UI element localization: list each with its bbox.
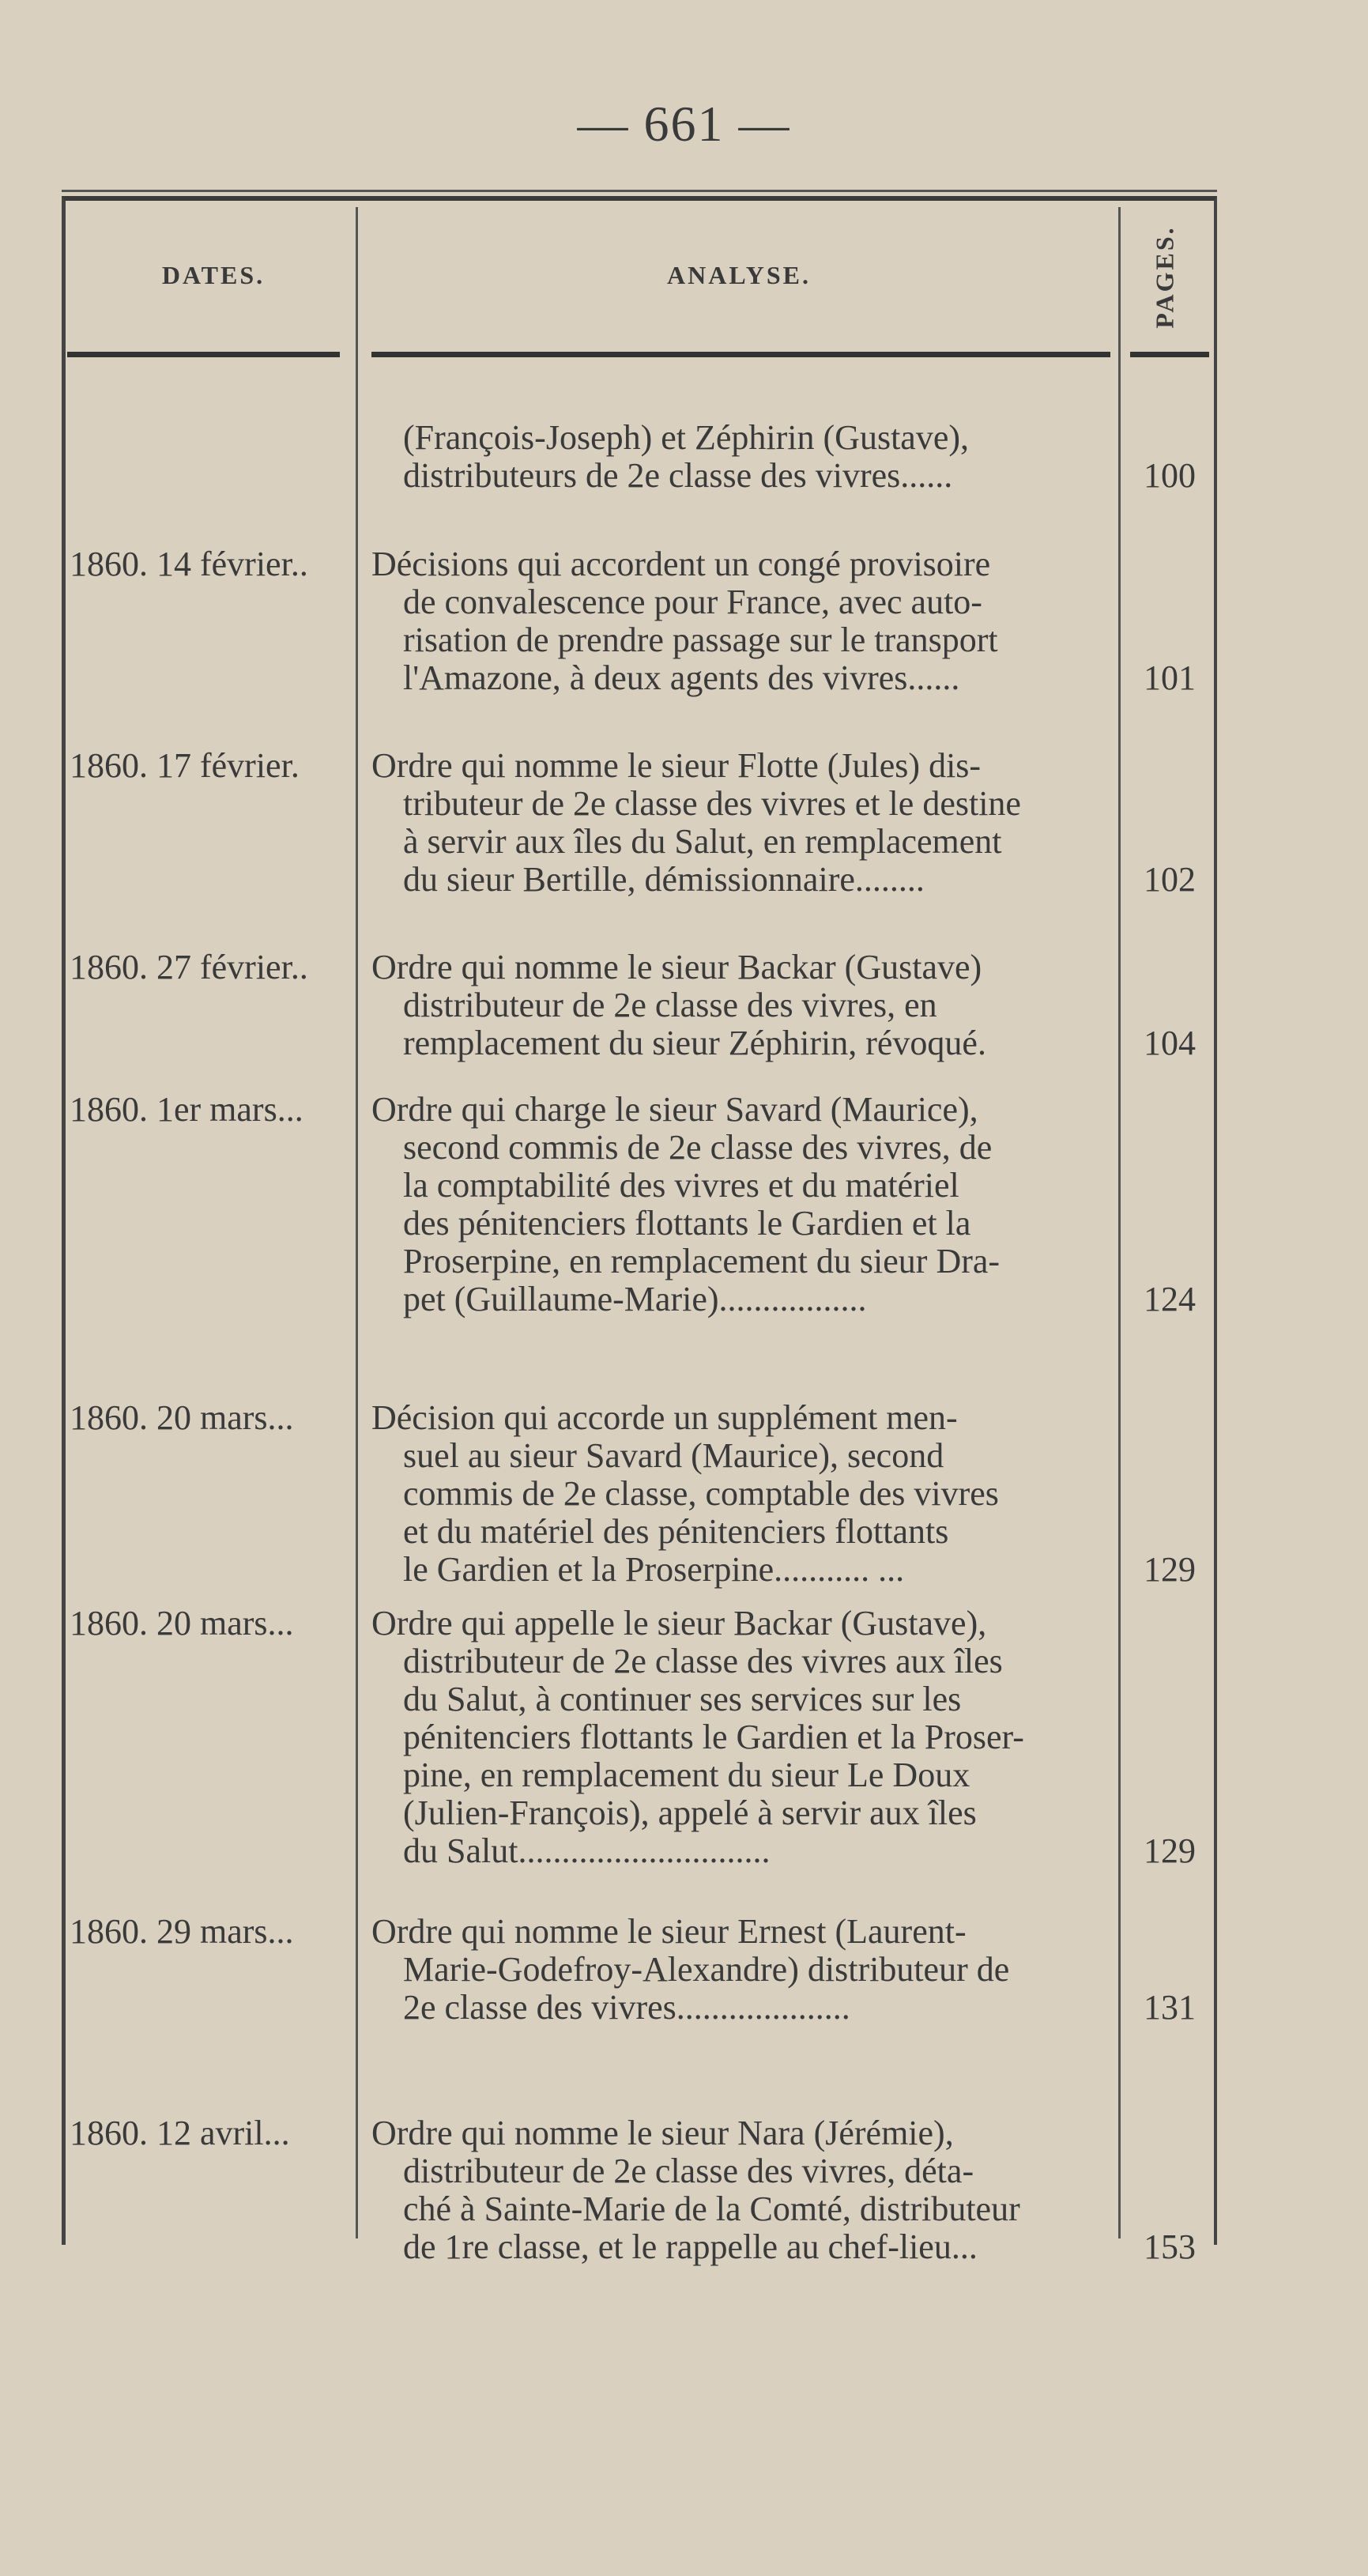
entry-date: 1860. 12 avril... bbox=[70, 2114, 290, 2152]
analyse-line: à servir aux îles du Salut, en remplacement bbox=[403, 823, 1002, 861]
entry-date: 1860. 20 mars... bbox=[70, 1398, 294, 1437]
entry-page: 102 bbox=[1144, 860, 1196, 899]
column-separator bbox=[1118, 207, 1121, 2238]
analyse-line: Ordre qui nomme le sieur Flotte (Jules) dis- bbox=[371, 747, 982, 785]
entry-analyse bbox=[371, 1605, 1110, 1870]
analyse-line: Ordre qui nomme le sieur Ernest (Laurent- bbox=[371, 1913, 967, 1951]
entry-page: 104 bbox=[1144, 1024, 1196, 1062]
entry-analyse bbox=[371, 1091, 1110, 1318]
analyse-line: du Salut............................. bbox=[403, 1832, 771, 1870]
analyse-line: (Julien-François), appelé à servir aux îles bbox=[403, 1794, 977, 1832]
analyse-line: du Salut, à continuer ses services sur les bbox=[403, 1680, 962, 1718]
analyse-line: Ordre qui nomme le sieur Backar (Gustave) bbox=[371, 949, 982, 986]
analyse-line: de 1re classe, et le rappelle au chef-lieu... bbox=[403, 2228, 978, 2266]
header-analyse: ANALYSE. bbox=[667, 261, 811, 289]
analyse-line: remplacement du sieur Zéphirin, révoqué. bbox=[403, 1024, 986, 1062]
analyse-line: Décision qui accorde un supplément men- bbox=[371, 1399, 958, 1437]
entry-date: 1860. 27 février.. bbox=[70, 948, 308, 986]
entry-page: 153 bbox=[1144, 2227, 1196, 2266]
entry-date: 1860. 20 mars... bbox=[70, 1604, 294, 1643]
entry-date: 1860. 17 février. bbox=[70, 746, 300, 785]
page-number: — 661 — bbox=[577, 96, 791, 152]
entry-page: 100 bbox=[1144, 456, 1196, 495]
analyse-line: pet (Guillaume-Marie)................. bbox=[403, 1280, 867, 1318]
analyse-line: (François-Joseph) et Zéphirin (Gustave), bbox=[403, 419, 970, 457]
entry-analyse bbox=[371, 419, 1110, 495]
entry-analyse bbox=[371, 2114, 1110, 2266]
entry-analyse bbox=[371, 1399, 1110, 1589]
analyse-line: 2e classe des vivres.................... bbox=[403, 1989, 850, 2027]
header-rule bbox=[371, 352, 1110, 357]
analyse-line: risation de prendre passage sur le transport bbox=[403, 621, 998, 659]
analyse-line: distributeur de 2e classe des vivres, en bbox=[403, 986, 937, 1024]
entry-date: 1860. 14 février.. bbox=[70, 545, 308, 583]
analyse-line: des pénitenciers flottants le Gardien et la bbox=[403, 1205, 971, 1243]
entry-page: 124 bbox=[1144, 1280, 1196, 1318]
analyse-line: l'Amazone, à deux agents des vivres...... bbox=[403, 659, 960, 697]
entry-page: 101 bbox=[1144, 658, 1196, 697]
entry-analyse bbox=[371, 545, 1110, 697]
analyse-line: tributeur de 2e classe des vivres et le destine bbox=[403, 785, 1021, 823]
header-pages-label: PAGES. bbox=[1150, 224, 1179, 329]
analyse-line: Ordre qui charge le sieur Savard (Maurice), bbox=[371, 1091, 978, 1129]
column-separator bbox=[356, 207, 358, 2238]
analyse-line: Décisions qui accordent un congé provisoire bbox=[371, 545, 991, 583]
analyse-line: Marie-Godefroy-Alexandre) distributeur de bbox=[403, 1951, 1010, 1989]
analyse-line: suel au sieur Savard (Maurice), second bbox=[403, 1437, 944, 1475]
entry-date: 1860. 29 mars... bbox=[70, 1912, 294, 1951]
analyse-line: Ordre qui nomme le sieur Nara (Jérémie), bbox=[371, 2114, 954, 2152]
entry-page: 129 bbox=[1144, 1831, 1196, 1870]
header-dates: DATES. bbox=[161, 261, 266, 289]
entry-date: 1860. 1er mars... bbox=[70, 1090, 303, 1129]
analyse-line: le Gardien et la Proserpine........... ... bbox=[403, 1551, 905, 1589]
analyse-line: pénitenciers flottants le Gardien et la Proser- bbox=[403, 1718, 1024, 1756]
analyse-line: Proserpine, en remplacement du sieur Dra- bbox=[403, 1243, 1001, 1280]
analyse-line: distributeur de 2e classe des vivres, déta- bbox=[403, 2152, 974, 2190]
analyse-line: ché à Sainte-Marie de la Comté, distributeur bbox=[403, 2190, 1020, 2228]
top-rule bbox=[62, 190, 1217, 192]
analyse-line: la comptabilité des vivres et du matériel bbox=[403, 1167, 959, 1205]
header-rule bbox=[1130, 352, 1209, 357]
analyse-line: commis de 2e classe, comptable des vivres bbox=[403, 1475, 999, 1513]
entry-analyse bbox=[371, 949, 1110, 1062]
analyse-line: et du matériel des pénitenciers flottants bbox=[403, 1513, 949, 1551]
entry-page: 129 bbox=[1144, 1550, 1196, 1589]
entry-page: 131 bbox=[1144, 1988, 1196, 2027]
analyse-line: Ordre qui appelle le sieur Backar (Gustave), bbox=[371, 1605, 987, 1643]
analyse-line: second commis de 2e classe des vivres, de bbox=[403, 1129, 993, 1167]
analyse-line: distributeurs de 2e classe des vivres...... bbox=[403, 457, 953, 495]
analyse-line: de convalescence pour France, avec auto- bbox=[403, 583, 982, 621]
analyse-line: pine, en remplacement du sieur Le Doux bbox=[403, 1756, 970, 1794]
analyse-line: distributeur de 2e classe des vivres aux îles bbox=[403, 1643, 1003, 1680]
entry-analyse bbox=[371, 1913, 1110, 2027]
entry-analyse bbox=[371, 747, 1110, 899]
analyse-line: du sieur Bertille, démissionnaire........ bbox=[403, 861, 925, 899]
header-rule bbox=[67, 352, 340, 357]
header-pages bbox=[1121, 198, 1209, 356]
